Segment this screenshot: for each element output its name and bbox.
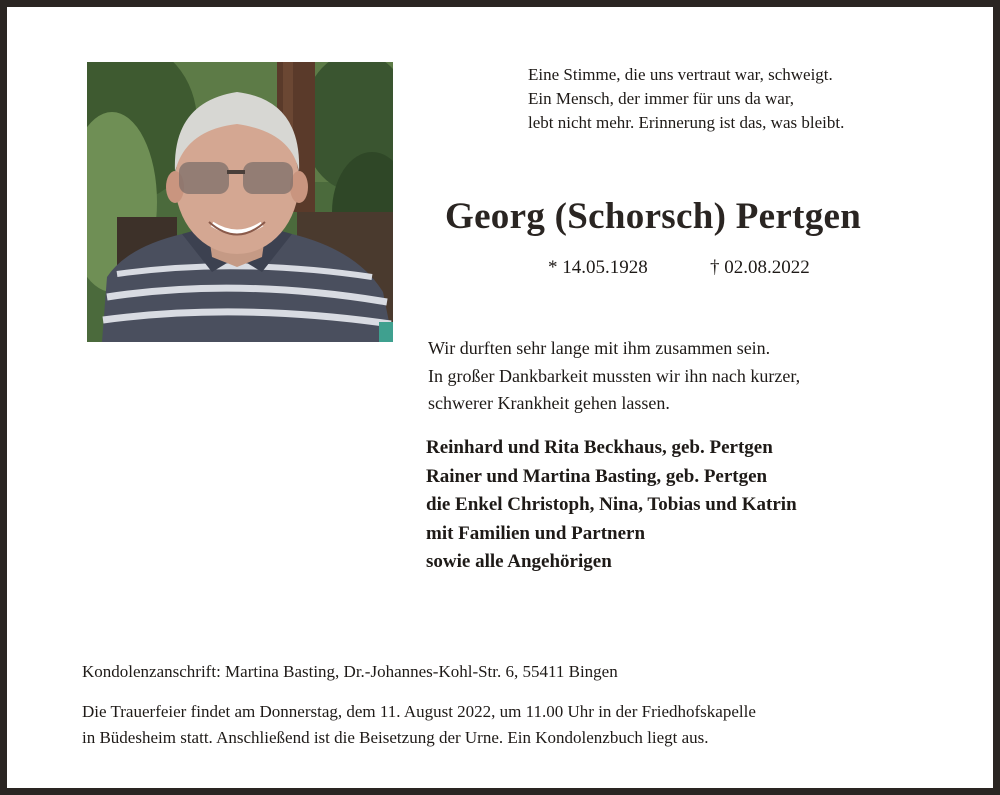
mourner-line: Rainer und Martina Basting, geb. Pertgen (426, 465, 768, 487)
poem-line: Eine Stimme, die uns vertraut war, schweigt. (528, 65, 833, 84)
deceased-name: Georg (Schorsch) Pertgen (445, 196, 862, 237)
condolence-address: Kondolenzanschrift: Martina Basting, Dr.-Johannes-Kohl-Str. 6, 55411 Bingen (82, 662, 618, 681)
poem-line: lebt nicht mehr. Erinnerung ist das, was bleibt. (528, 113, 845, 132)
message-line: Wir durften sehr lange mit ihm zusammen sein. (428, 338, 771, 358)
portrait-photo (87, 62, 393, 342)
message-line: In großer Dankbarkeit mussten wir ihn nach kurzer, (428, 365, 801, 386)
memorial-poem (528, 63, 844, 135)
message-line: schwerer Krankheit gehen lassen. (428, 393, 670, 413)
mourner-line: die Enkel Christoph, Nina, Tobias und Katrin (426, 494, 797, 515)
family-message (428, 335, 800, 418)
service-line: Die Trauerfeier findet am Donnerstag, dem 11. August 2022, um 11.00 Uhr in der Friedhofskapelle (82, 702, 756, 721)
poem-line: Ein Mensch, der immer für uns da war, (528, 89, 795, 108)
mourner-line: mit Familien und Partnern (426, 522, 646, 544)
mourner-line: Reinhard und Rita Beckhaus, geb. Pertgen (426, 437, 773, 458)
service-line: in Büdesheim statt. Anschließend ist die Beisetzung der Urne. Ein Kondolenzbuch liegt aus. (82, 728, 709, 747)
death-date: † 02.08.2022 (710, 257, 810, 278)
mourner-line: sowie alle Angehörigen (426, 551, 612, 572)
mourners-list (426, 434, 797, 577)
funeral-service-info (82, 699, 756, 751)
birth-date: * 14.05.1928 (548, 257, 648, 278)
